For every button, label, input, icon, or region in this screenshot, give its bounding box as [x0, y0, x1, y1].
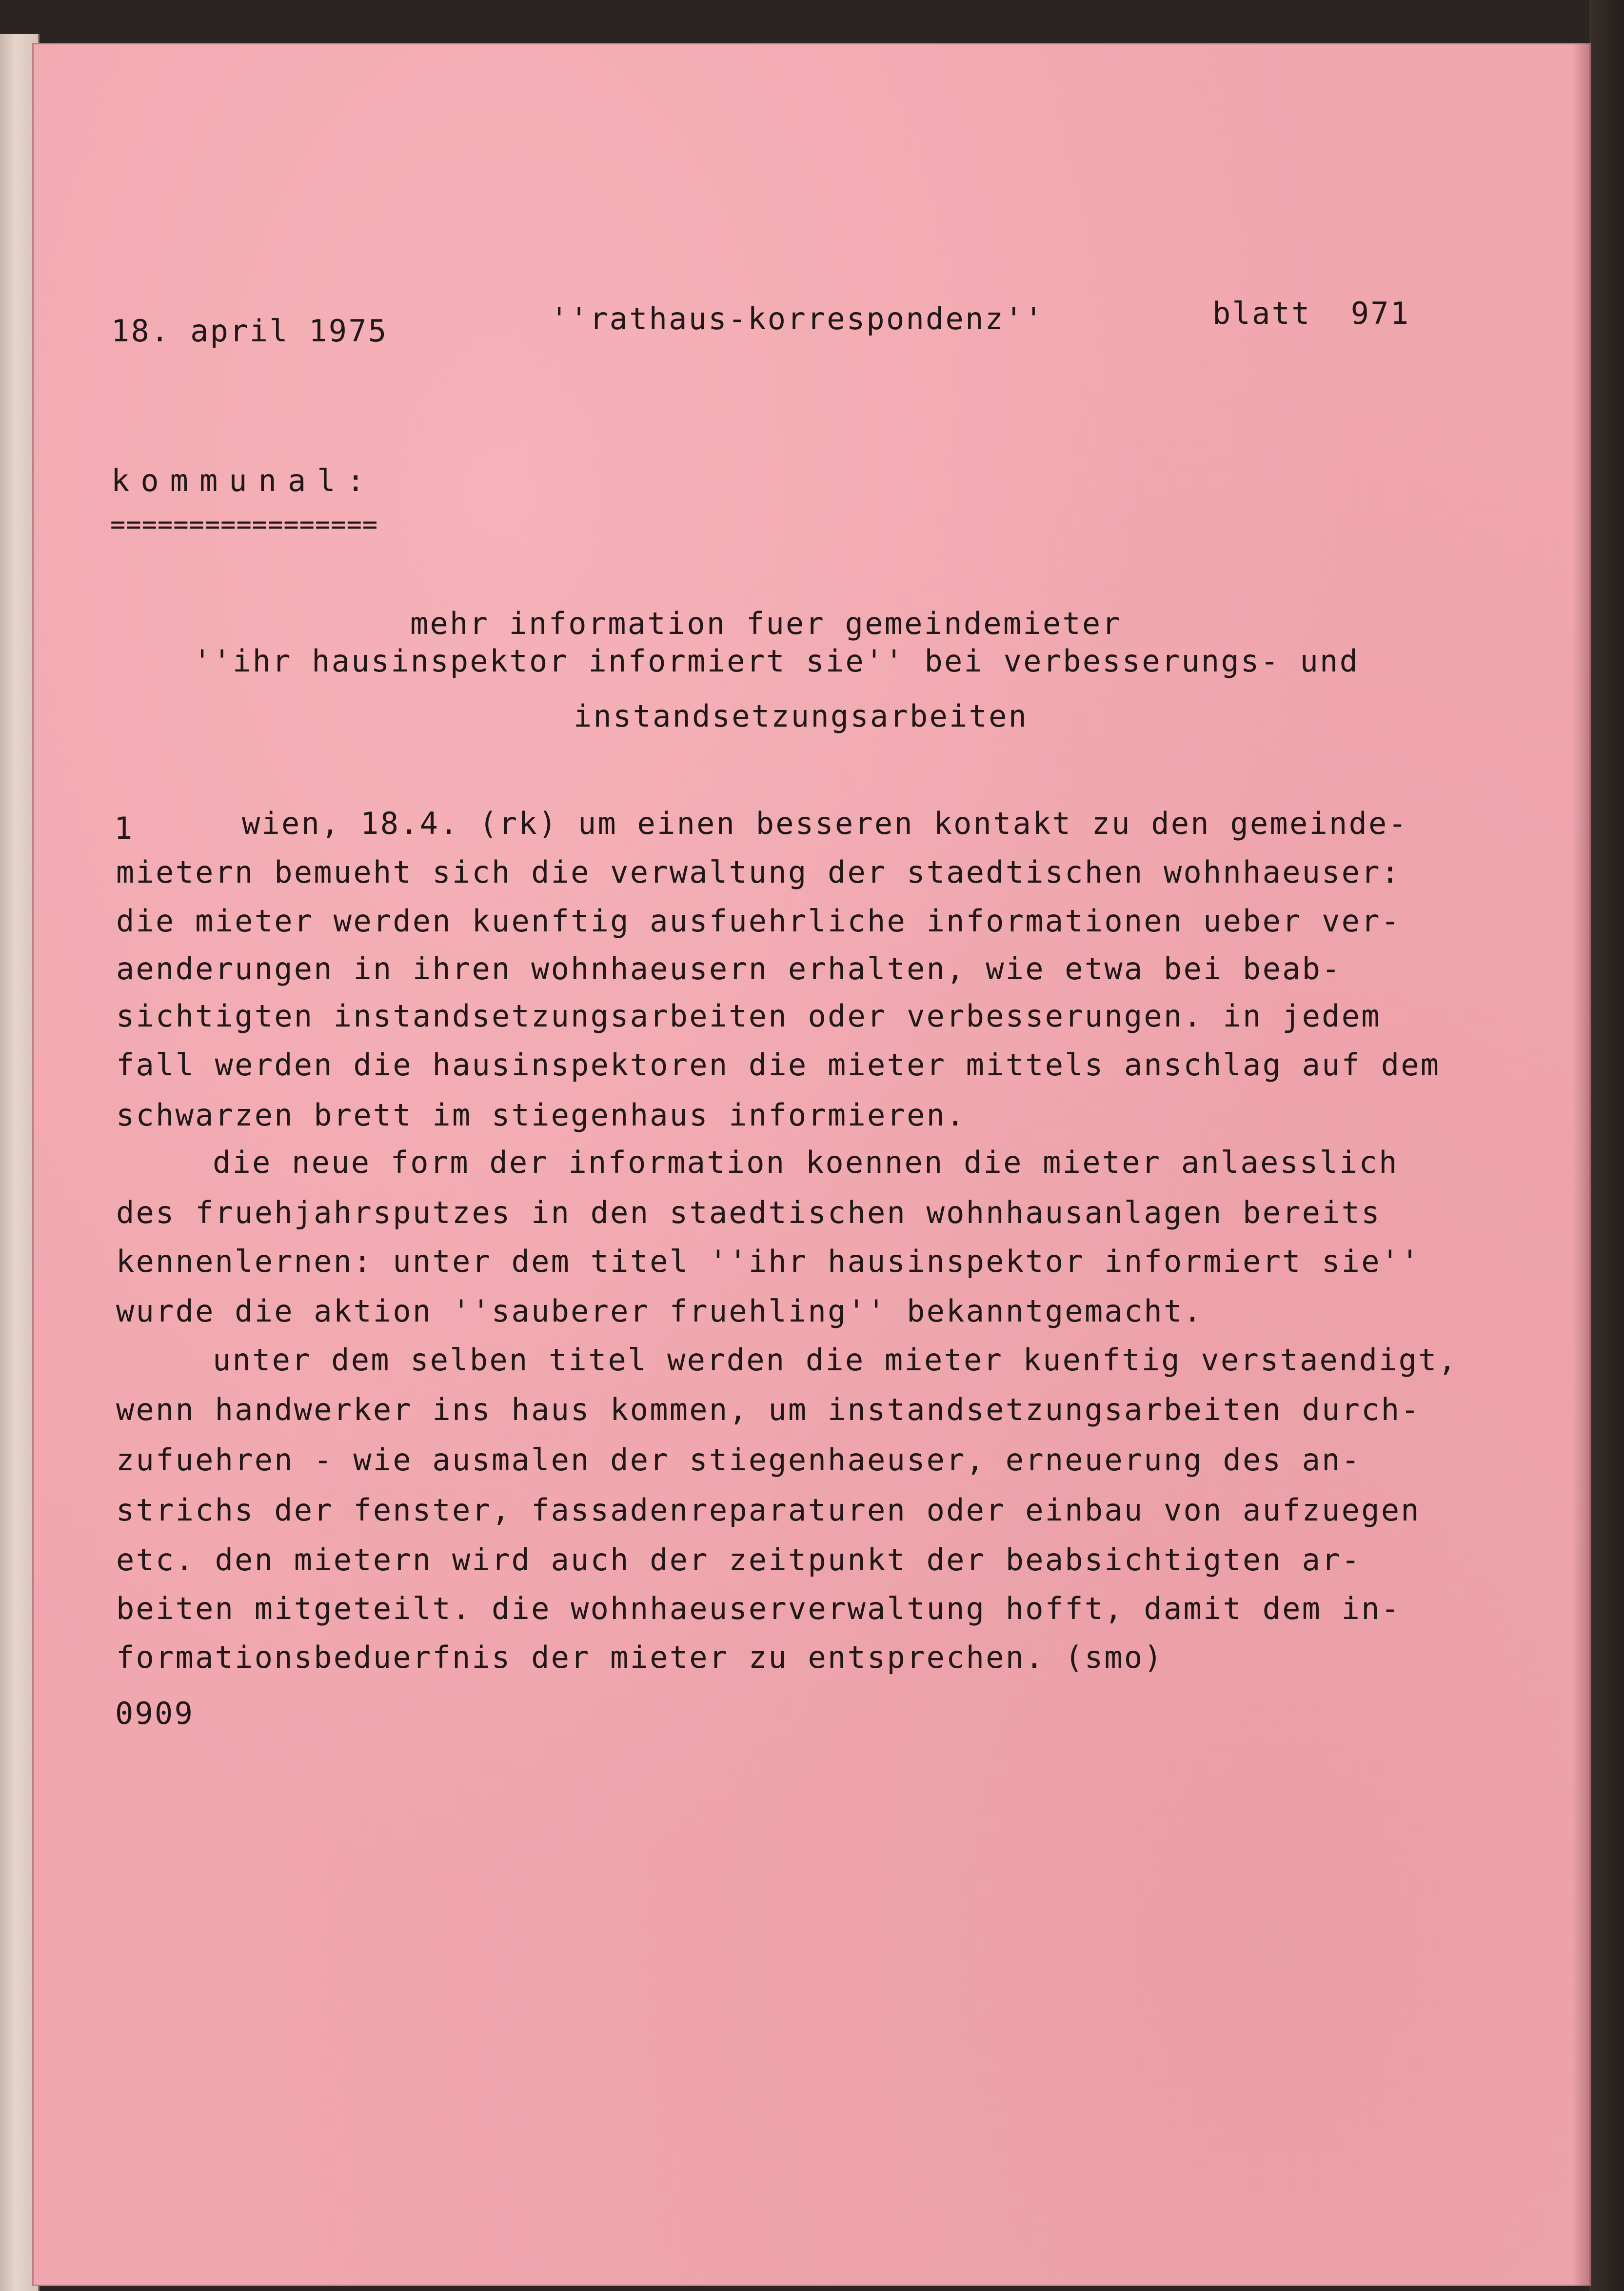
- article-line: strichs der fenster, fassadenreparaturen oder einbau von aufzuegen: [116, 1492, 1421, 1528]
- page-shadow: [1573, 43, 1591, 2286]
- article-line: sichtigten instandsetzungsarbeiten oder verbesserungen. in jedem: [116, 998, 1381, 1034]
- article-line: aenderungen in ihren wohnhaeusern erhalten, wie etwa bei beab-: [116, 951, 1342, 987]
- article-line: formationsbeduerfnis der mieter zu entsprechen. (smo): [116, 1639, 1164, 1675]
- article-line: kennenlernen: unter dem titel ''ihr hausinspektor informiert sie'': [116, 1244, 1421, 1279]
- article-line: des fruehjahrsputzes in den staedtischen wohnhausanlagen bereits: [116, 1195, 1381, 1230]
- article-line: zufuehren - wie ausmalen der stiegenhaeuser, erneuerung des an-: [116, 1442, 1362, 1478]
- article-line: wenn handwerker ins haus kommen, um instandsetzungsarbeiten durch-: [116, 1392, 1421, 1427]
- document-page: [32, 43, 1591, 2286]
- header-page-number: blatt 971: [1212, 296, 1410, 331]
- article-line: schwarzen brett im stiegenhaus informieren.: [116, 1097, 966, 1133]
- section-label: kommunal:: [111, 463, 376, 498]
- headline-line-3: instandsetzungsarbeiten: [574, 698, 1029, 734]
- article-line: mietern bemueht sich die verwaltung der staedtischen wohnhaeuser:: [116, 854, 1401, 890]
- article-line: fall werden die hausinspektoren die mieter mittels anschlag auf dem: [116, 1047, 1441, 1083]
- scan-backdrop: [1589, 0, 1624, 2291]
- article-line: die mieter werden kuenftig ausfuehrliche informationen ueber ver-: [116, 903, 1401, 939]
- article-line: beiten mitgeteilt. die wohnhaeuserverwaltung hofft, damit dem in-: [116, 1591, 1401, 1626]
- article-number: 1: [114, 810, 134, 846]
- headline-line-1: mehr information fuer gemeindemieter: [410, 606, 1122, 641]
- article-line: wien, 18.4. (rk) um einen besseren kontakt zu den gemeinde-: [242, 806, 1408, 841]
- document-code: 0909: [115, 1696, 195, 1731]
- article-line: die neue form der information koennen die mieter anlaesslich: [213, 1145, 1399, 1180]
- article-line: etc. den mietern wird auch der zeitpunkt der beabsichtigten ar-: [116, 1542, 1362, 1578]
- headline-line-2: ''ihr hausinspektor informiert sie'' bei verbesserungs- und: [193, 643, 1360, 679]
- section-underline: =================: [110, 510, 378, 539]
- article-line: unter dem selben titel werden die mieter kuenftig verstaendigt,: [213, 1342, 1458, 1378]
- header-date: 18. april 1975: [111, 313, 388, 349]
- article-line: wurde die aktion ''sauberer fruehling'' bekanntgemacht.: [116, 1293, 1203, 1329]
- header-publication: ''rathaus-korrespondenz'': [550, 301, 1045, 336]
